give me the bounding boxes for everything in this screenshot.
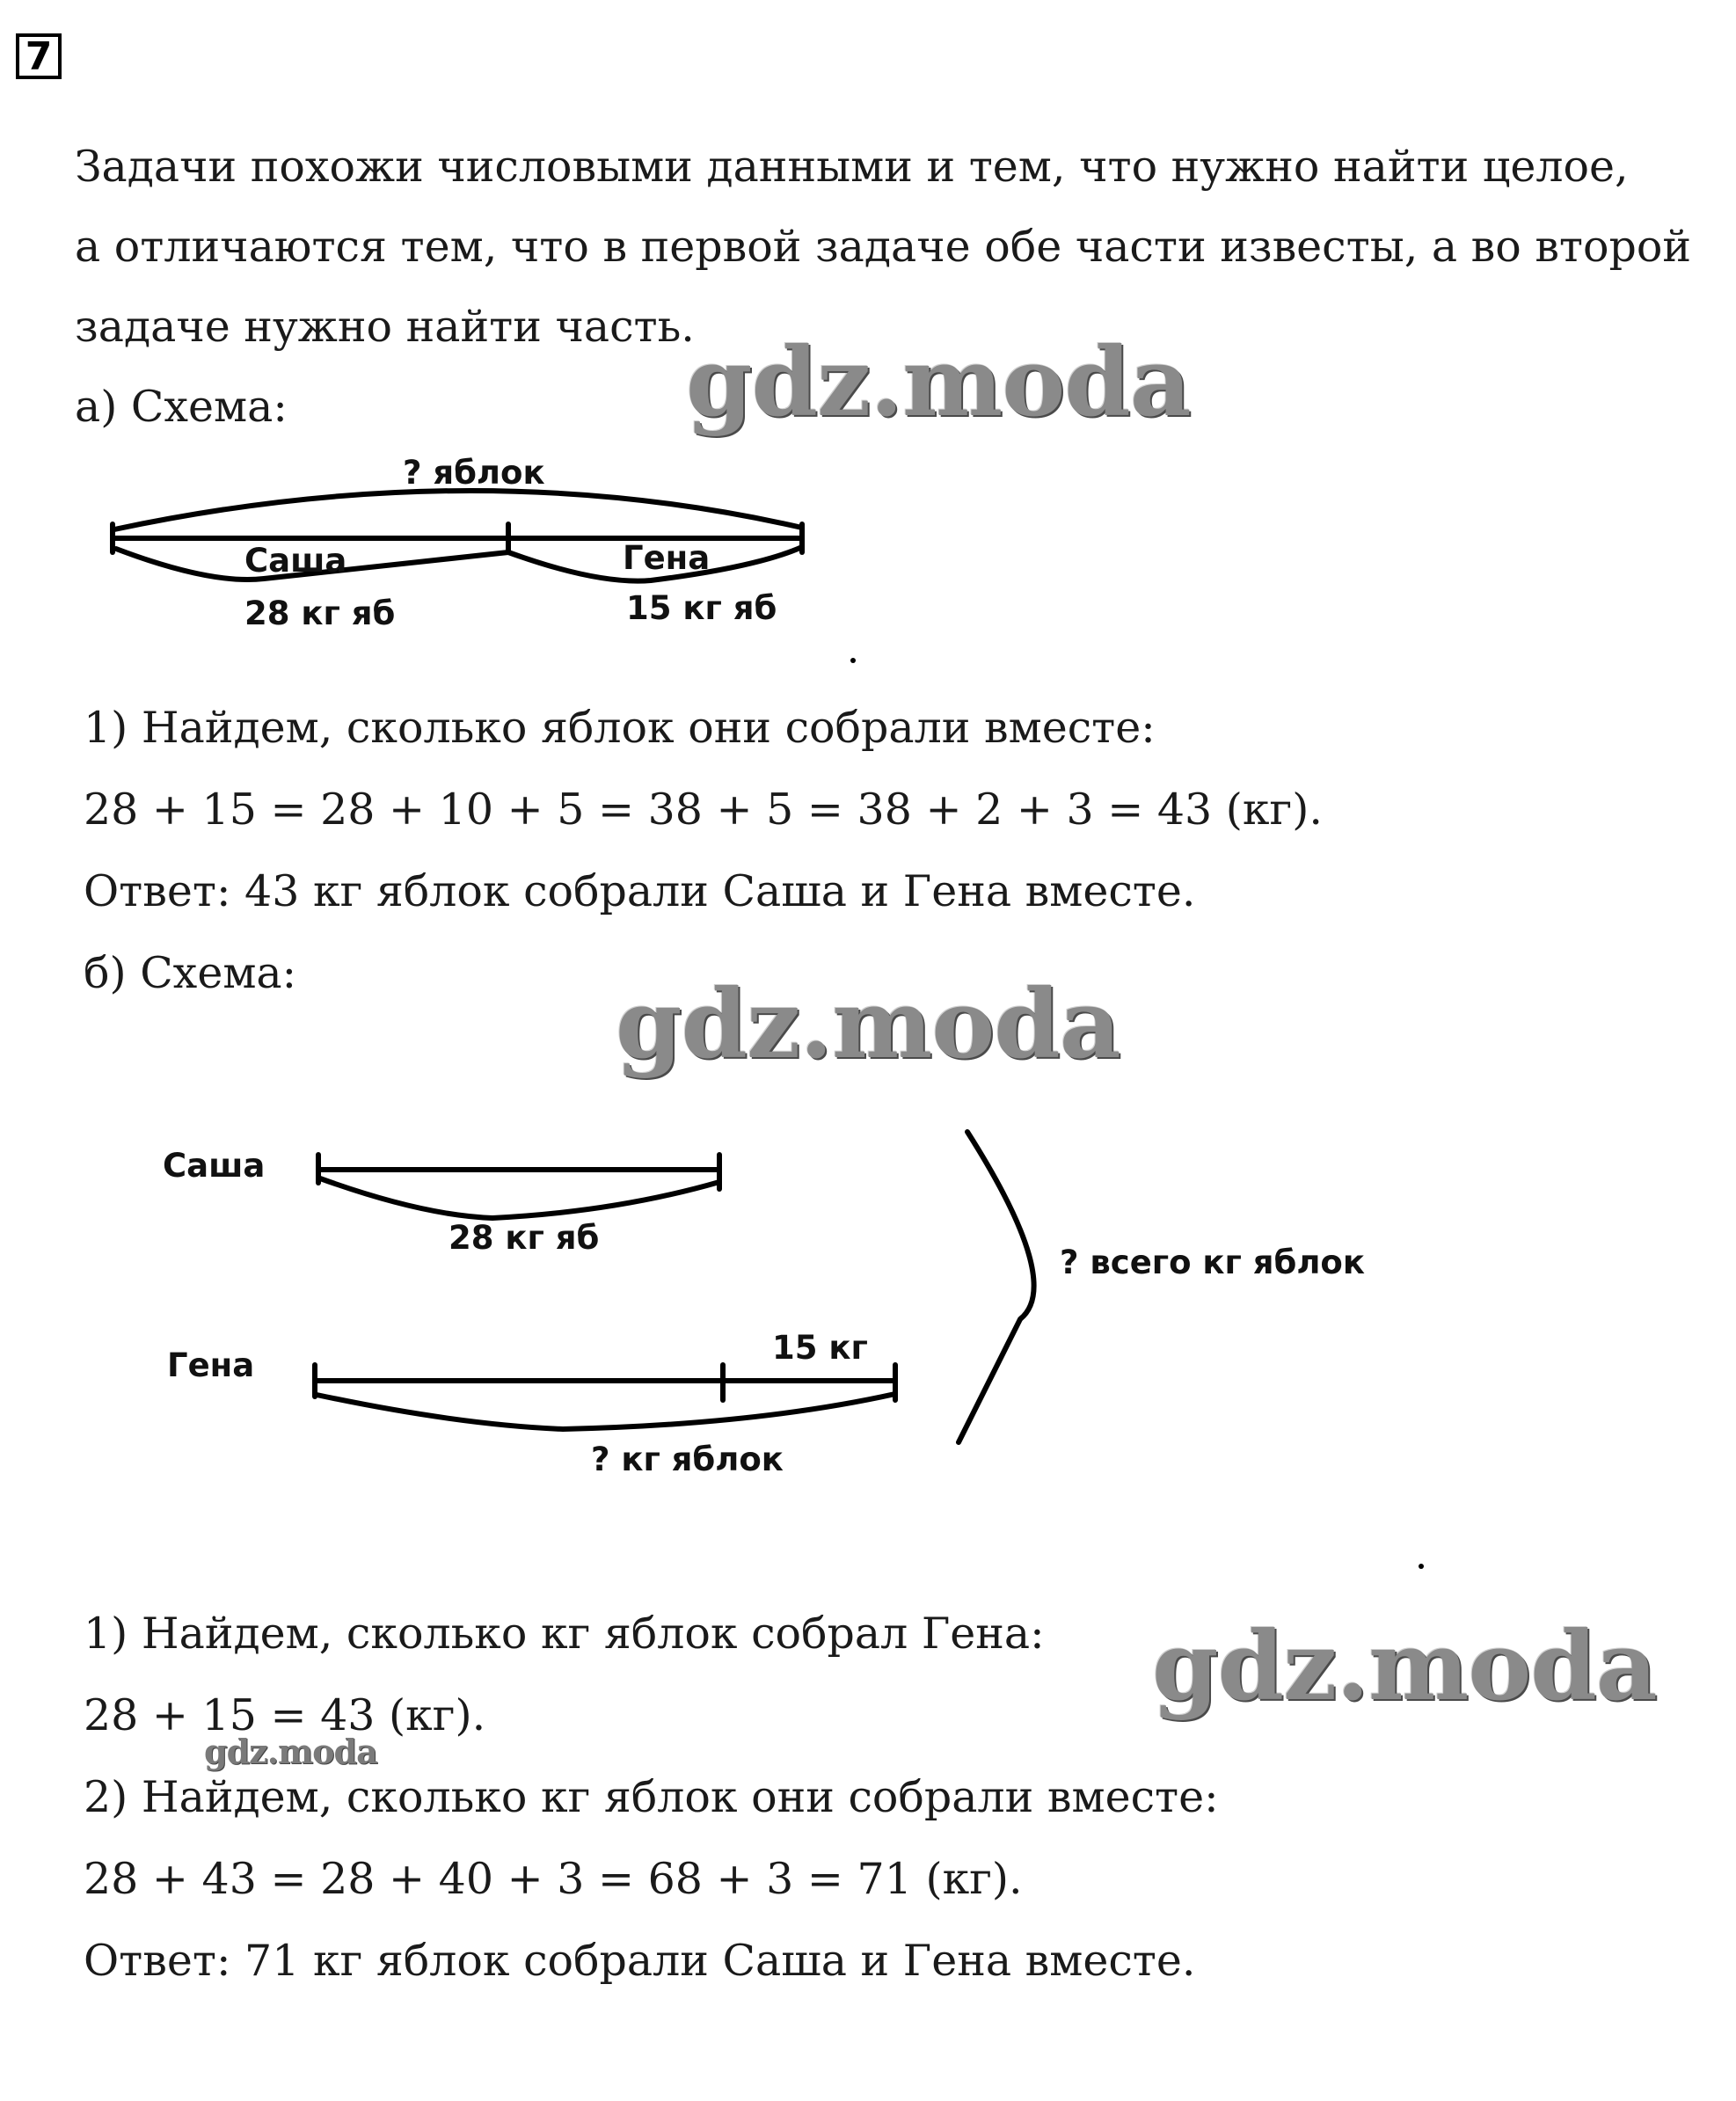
part-b-label: б) Схема: bbox=[84, 948, 297, 998]
part-a-calc-1: 28 + 15 = 28 + 10 + 5 = 38 + 5 = 38 + 2 + 3 = 43 (кг). bbox=[84, 784, 1323, 835]
diagram-b-total-brace bbox=[959, 1132, 1034, 1442]
intro-line-3: задаче нужно найти часть. bbox=[75, 302, 695, 352]
diagram-b-gena-brace bbox=[317, 1394, 895, 1429]
part-b-step-1: 1) Найдем, сколько кг яблок собрал Гена: bbox=[84, 1609, 1045, 1659]
diagram-b-sasha-value: 28 кг яб bbox=[449, 1219, 600, 1257]
dot-marker-2 bbox=[1419, 1564, 1424, 1569]
diagram-b-sasha-name: Саша bbox=[163, 1147, 266, 1185]
diagram-a-right-value: 15 кг яб bbox=[626, 589, 777, 627]
part-a-label: а) Схема: bbox=[75, 382, 288, 432]
intro-line-2: а отличаются тем, что в первой задаче обе части известы, а во второй bbox=[75, 222, 1692, 272]
diagram-b-total-label: ? всего кг яблок bbox=[1060, 1244, 1365, 1281]
diagram-b-sasha-brace bbox=[320, 1178, 719, 1218]
part-b-answer: Ответ: 71 кг яблок собрали Саша и Гена вместе. bbox=[84, 1936, 1196, 1986]
watermark-2: gdz.moda bbox=[616, 969, 1120, 1080]
watermark-1: gdz.moda bbox=[686, 327, 1191, 438]
part-b-calc-2: 28 + 43 = 28 + 40 + 3 = 68 + 3 = 71 (кг). bbox=[84, 1854, 1023, 1904]
diagram-a-total-label: ? яблок bbox=[403, 454, 545, 492]
diagram-b-gena-extra: 15 кг bbox=[772, 1329, 868, 1367]
intro-line-1: Задачи похожи числовыми данными и тем, что нужно найти целое, bbox=[75, 142, 1629, 192]
diagram-a-left-name: Саша bbox=[244, 542, 347, 580]
watermark-4: gdz.moda bbox=[204, 1732, 377, 1771]
watermark-3: gdz.moda bbox=[1152, 1611, 1657, 1722]
diagram-b-gena-name: Гена bbox=[167, 1346, 255, 1384]
diagram-a-left-value: 28 кг яб bbox=[244, 595, 396, 632]
diagram-b-gena-value: ? кг яблок bbox=[591, 1441, 784, 1478]
part-b-calc-1: 28 + 15 = 43 (кг). bbox=[84, 1690, 486, 1740]
diagram-a-right-name: Гена bbox=[623, 539, 711, 577]
part-b-step-2: 2) Найдем, сколько кг яблок они собрали вместе: bbox=[84, 1772, 1219, 1822]
part-a-answer: Ответ: 43 кг яблок собрали Саша и Гена вместе. bbox=[84, 866, 1196, 916]
part-a-step-1: 1) Найдем, сколько яблок они собрали вместе: bbox=[84, 703, 1156, 753]
task-number: 7 bbox=[16, 33, 62, 79]
